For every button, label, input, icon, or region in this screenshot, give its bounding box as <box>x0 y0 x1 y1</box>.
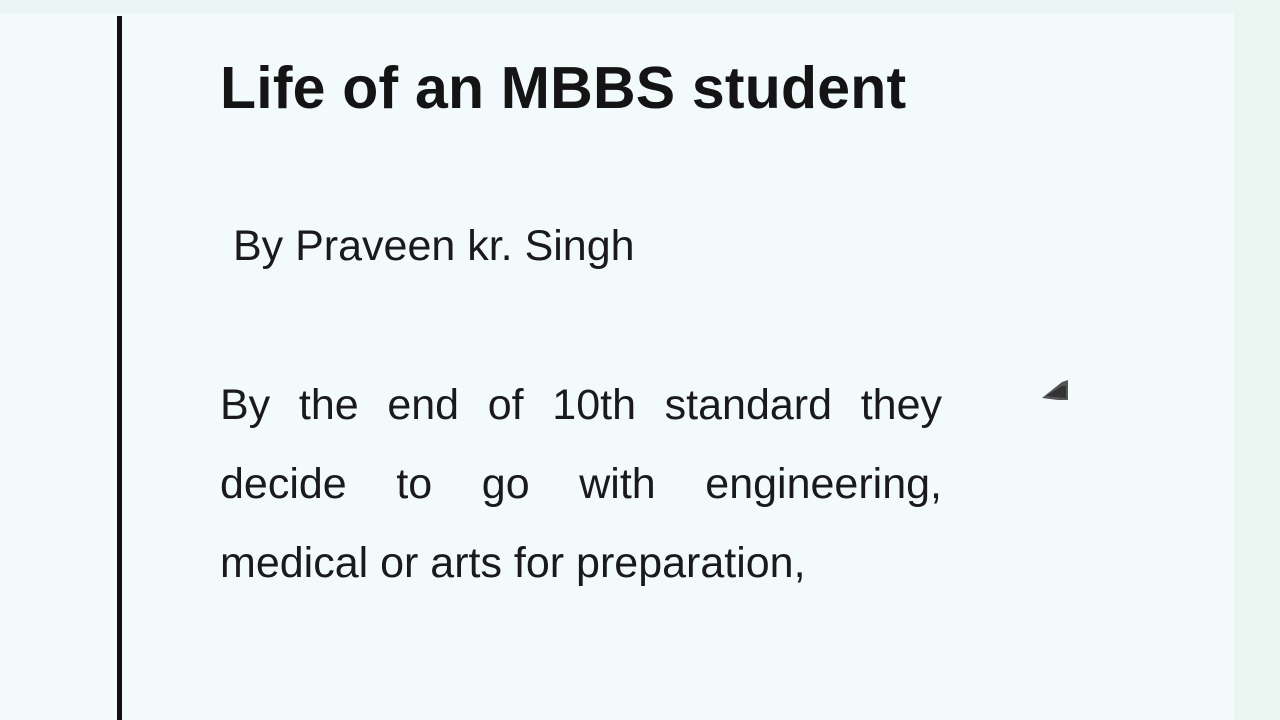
body-line-3: medical or arts for preparation, <box>220 539 806 587</box>
body-line-2: decide to go with engineering, <box>220 460 942 508</box>
body-line-1: By the end of 10th standard they <box>220 381 942 429</box>
right-margin-strip <box>1234 0 1280 720</box>
left-margin-rule <box>117 16 122 720</box>
pen-stroke-icon <box>1040 374 1070 404</box>
article-byline: By Praveen kr. Singh <box>233 222 635 270</box>
article-title: Life of an MBBS student <box>220 55 907 121</box>
article-body <box>220 366 942 603</box>
